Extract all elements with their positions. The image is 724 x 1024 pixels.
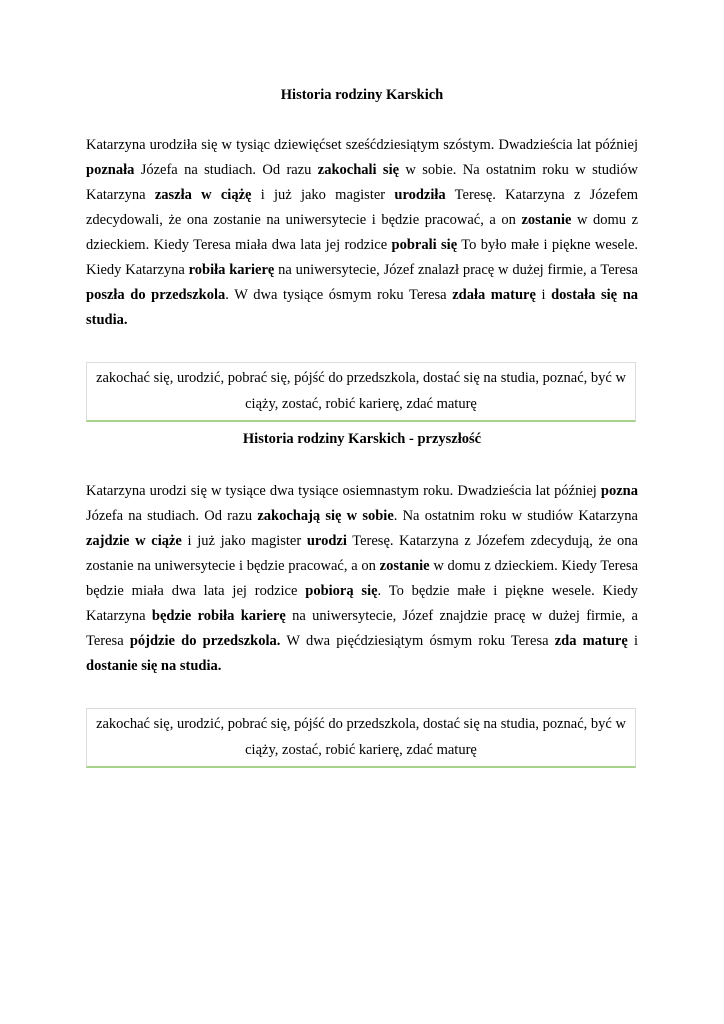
highlighted-phrase: zostanie (521, 212, 572, 228)
text-run: W dwa pięćdziesiątym ósmym roku Teresa (280, 633, 555, 649)
text-run: na uniwersytecie, Józef znalazł pracę w dużej firmie, a Teresa (274, 262, 638, 278)
text-run: i już jako magister (251, 187, 395, 203)
highlighted-phrase: urodzi (306, 533, 347, 549)
highlighted-phrase: pobrali się (391, 237, 458, 253)
highlighted-phrase: zostanie (379, 558, 430, 574)
text-run: i już jako magister (181, 533, 307, 549)
highlighted-phrase: zdała maturę (452, 287, 536, 303)
text-run: Teresę. Katarzyna z Józefem zdecydowali, że ona zostanie na uniwersytecie i będzie pracować, a on (86, 187, 638, 228)
highlighted-phrase: będzie robiła karierę (151, 608, 286, 624)
highlighted-phrase: pozna (600, 483, 638, 499)
highlighted-phrase: zda maturę (554, 633, 628, 649)
text-run: i (627, 633, 638, 649)
highlighted-phrase: robiła karierę (188, 262, 275, 278)
text-run: Teresę. Katarzyna z Józefem zdecydują, że ona zostanie na uniwersytecie i będzie pracować, a on (86, 533, 638, 574)
text-run: Katarzyna urodzi się w tysiące dwa tysiące osiemnastym roku. Dwadzieścia lat później (86, 483, 601, 499)
text-run: . Na ostatnim roku w studiów Katarzyna (393, 508, 638, 524)
text-run: w domu z dzieckiem. Kiedy Teresa miała dwa lata jej rodzice (86, 212, 638, 253)
text-run: . To będzie małe i piękne wesele. Kiedy Katarzyna (86, 583, 638, 624)
highlighted-phrase: urodziła (394, 187, 446, 203)
highlighted-phrase: zajdzie w ciąże (86, 533, 182, 549)
text-run: na uniwersytecie, Józef znajdzie pracę w dużej firmie, a Teresa (86, 608, 638, 649)
section2-title: Historia rodziny Karskich - przyszłość (242, 431, 482, 447)
section1-word-box: zakochać się, urodzić, pobrać się, pójść do przedszkola, dostać się na studia, poznać, być w ciąży, zostać, robić karierę, zdać maturę (86, 362, 636, 422)
highlighted-phrase: zaszła w ciążę (154, 187, 252, 203)
section1-paragraph (86, 133, 638, 333)
highlighted-phrase: dostanie się na studia. (86, 658, 222, 674)
highlighted-phrase: dostała się na studia. (86, 287, 639, 328)
highlighted-phrase: pobiorą się (305, 583, 378, 599)
text-run: i (535, 287, 552, 303)
text-run: w sobie. Na ostatnim roku w studiów Katarzyna (86, 162, 638, 203)
highlighted-phrase: poznała (86, 162, 135, 178)
text-run: Józefa na studiach. Od razu (134, 162, 318, 178)
text-run: Józefa na studiach. Od razu (86, 508, 258, 524)
highlighted-phrase: zakochali się (317, 162, 400, 178)
text-run: To było małe i piękne wesele. Kiedy Katarzyna (86, 237, 639, 278)
section2-word-box: zakochać się, urodzić, pobrać się, pójść do przedszkola, dostać się na studia, poznać, być w ciąży, zostać, robić karierę, zdać maturę (86, 708, 636, 768)
highlighted-phrase: pójdzie do przedszkola. (129, 633, 281, 649)
section1-title: Historia rodziny Karskich (280, 87, 444, 103)
highlighted-phrase: poszła do przedszkola (86, 287, 226, 303)
section2-paragraph (86, 479, 638, 679)
highlighted-phrase: zakochają się w sobie (257, 508, 394, 524)
text-run: . W dwa tysiące ósmym roku Teresa (225, 287, 453, 303)
text-run: w domu z dzieckiem. Kiedy Teresa będzie miała dwa lata jej rodzice (86, 558, 639, 599)
text-run: Katarzyna urodziła się w tysiąc dziewięćset sześćdziesiątym szóstym. Dwadzieścia lat później (86, 137, 638, 153)
